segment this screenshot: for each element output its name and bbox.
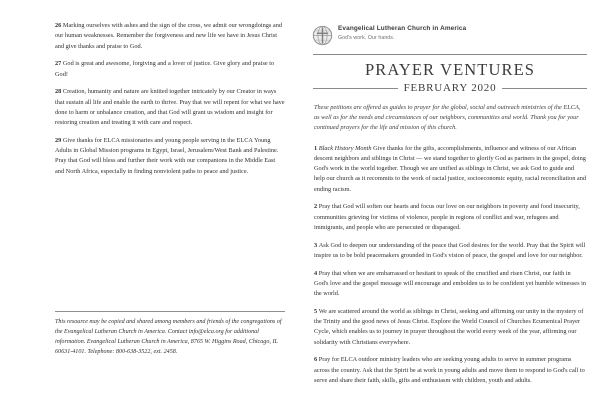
prayer-entry-text: Pray that God will soften our hearts and focus our love on our neighbors in poverty and food insecurity, communities grieving for victims of violence, people in regions of conflict and war, refugees and immigrants, and people who are persecuted or disparaged.: [314, 203, 580, 231]
prayer-entry: [314, 307, 586, 348]
prayer-entry: [314, 202, 586, 233]
subtitle-row: [313, 82, 587, 94]
right-column-entries: [310, 144, 590, 387]
prayer-entry: [55, 59, 285, 80]
right-column: [300, 0, 600, 400]
prayer-entry-number: 26: [55, 22, 63, 29]
left-column-entries: [55, 21, 285, 177]
prayer-entry-number: 1: [314, 144, 319, 152]
masthead: [310, 24, 590, 46]
prayer-entry: [55, 21, 285, 52]
intro-paragraph: These petitions are offered as guides to prayer for the global, social and outreach ministries of the ELCA, as well as for the needs and circumstances of our neighbors, communities and world. Thank you for your continued prayers for the life and mission of this church.: [314, 104, 581, 132]
prayer-entry: [314, 144, 586, 195]
prayer-entry: [314, 241, 586, 262]
prayer-entry-number: 27: [55, 60, 63, 68]
prayer-entry-text: Give thanks for the gifts, accomplishments, influence and witness of our African descent neighbors and siblings in Christ — we stand together to glorify God as partners in the gospel, doing God's work in the world together. Though we are unified as siblings in Christ, we ask God to guide and help our church as it recommits to the work of racial justice, socioeconomic equity, racial reconciliation and ending racism.: [314, 144, 587, 193]
organization-name: Evangelical Lutheran Church in America: [338, 25, 467, 32]
subtitle-rule-left: [313, 88, 398, 89]
prayer-entry-text: God is great and awesome, forgiving and a lover of justice. Give glory and praise to God!: [55, 60, 275, 78]
prayer-entry-number: 6: [314, 356, 319, 364]
prayer-entry-text: Pray for ELCA outdoor ministry leaders who are seeking young adults to serve in summer programs across the country. Ask that the Spirit be at work in young adults and move them to respond to God's call to serve and share their faith, skills, gifts and enthusiasm with children, youth and adults.: [314, 356, 585, 384]
prayer-entry-text: We are scattered around the world as siblings in Christ, seeking and affirming our unity in the mystery of the Trinity and the good news of Jesus Christ. Explore the World Council of Churches Ecumenical Prayer Cycle, which enables us to journey in prayer throughout the world every week of the year, affirming our solidarity with Christians everywhere.: [314, 307, 584, 346]
prayer-entry-text: Marking ourselves with ashes and the sign of the cross, we admit our wrongdoings and our human weaknesses. Remember the forgiveness and new life we have in Jesus Christ and give thanks and praise to God.: [55, 22, 283, 50]
page-title: PRAYER VENTURES: [364, 60, 536, 79]
prayer-entry-number: 5: [314, 307, 319, 315]
prayer-entry: [314, 355, 586, 386]
masthead-text: [338, 24, 466, 41]
prayer-entry-text: Creation, humanity and nature are knitted together intricately by our Creator in ways that sustain all life and enable the earth to thrive. Pray that we will repent for what we have done to harm or unbalance creation, and that God will grant us wisdom and insight for restoring creation and treating it with care and respect.: [55, 88, 285, 126]
prayer-entry: [55, 136, 285, 177]
prayer-entry-number: 4: [314, 269, 319, 277]
prayer-entry-number: 3: [314, 241, 319, 249]
footnote-text: This resource may be copied and shared among members and friends of the congregations of the Evangelical Lutheran Church in America. Contact info@elca.org for additional information. Evangelical Lutheran Church in America, 8765 W. Higgins Road, Chicago, IL 60631-4101. Telephone: 800-638-3522, ext. 2458.: [55, 319, 282, 356]
prayer-entry-number: 29: [55, 136, 63, 144]
organization-tagline: God's work. Our hands.: [338, 34, 395, 41]
elca-globe-cross-icon: [312, 25, 333, 46]
prayer-entry-text: Give thanks for ELCA missionaries and young people serving in the ELCA Young Adults in Global Mission programs in Egypt, Israel, Jerusalem/West Bank and Palestine. Pray that God will bless and further their work with our companions in the Middle East and North Africa, especially in finding nonviolent paths to peace and justice.: [55, 136, 279, 175]
footnote-block: [55, 311, 285, 357]
footnote-divider: [55, 311, 285, 312]
subtitle-rule-right: [502, 88, 587, 89]
prayer-entry-number: 28: [55, 88, 63, 96]
prayer-entry: [55, 87, 285, 128]
prayer-entry-text: Ask God to deepen our understanding of the peace that God desires for the world. Pray that the Spirit will inspire us to be bold peacemakers grounded in God's vision of peace, the gospel and love for our neighbor.: [314, 241, 586, 259]
prayer-entry-text: Pray that when we are embarrassed or hesitant to speak of the crucified and risen Christ, our faith in God's love and the gospel message will encourage and embolden us to be confident yet humble witnesses in the world.: [314, 269, 587, 298]
prayer-entry-number: 2: [314, 203, 319, 211]
header-divider-top: [313, 54, 587, 55]
prayer-entry-emphasis: Black History Month: [318, 144, 374, 152]
page-subtitle: FEBRUARY 2020: [403, 82, 497, 94]
prayer-entry: [314, 269, 586, 300]
